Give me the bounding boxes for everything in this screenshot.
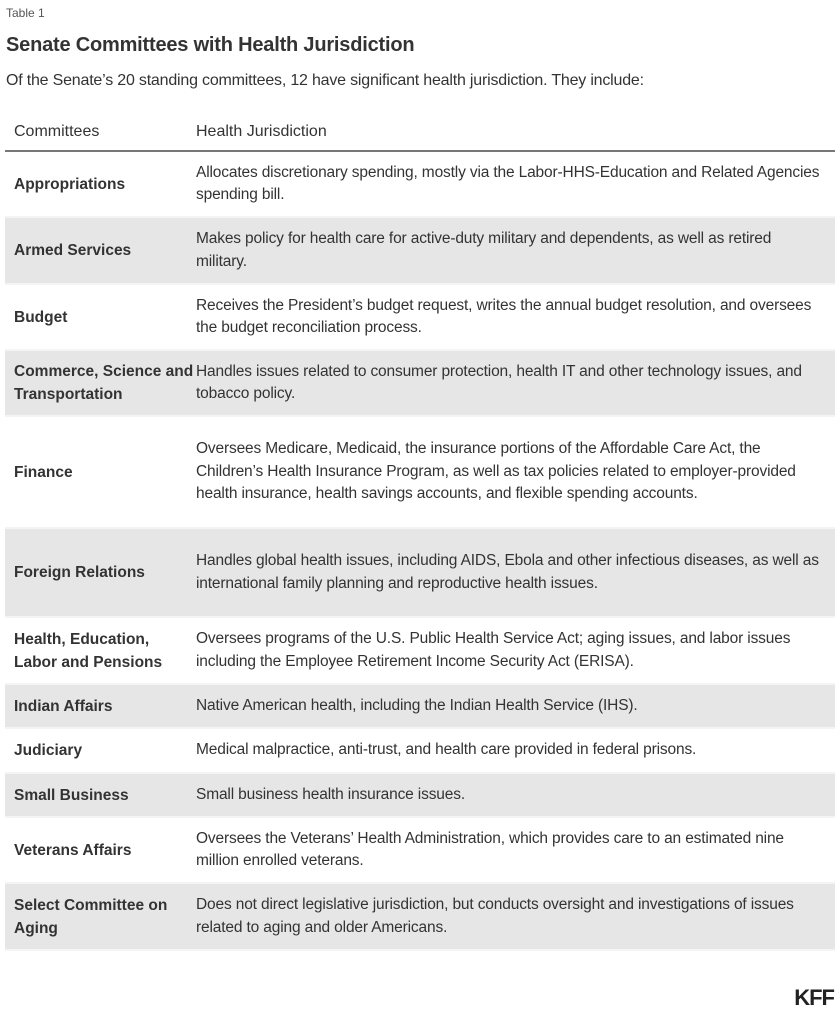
- committee-jurisdiction: Oversees programs of the U.S. Public Health Service Act; aging issues, and labor issues including the Employee Retirement Income Security Act (ERISA).: [196, 630, 791, 670]
- committee-name: Armed Services: [14, 242, 132, 259]
- table-header: [5, 114, 835, 152]
- committee-jurisdiction: Oversees the Veterans’ Health Administration, which provides care to an estimated nine million enrolled veterans.: [196, 829, 784, 869]
- committee-name: Budget: [14, 308, 68, 326]
- committee-name: Veterans Affairs: [14, 841, 132, 859]
- table-row: [5, 884, 835, 951]
- column-header-jurisdiction: Health Jurisdiction: [196, 123, 327, 140]
- table-row: [5, 729, 835, 774]
- committee-jurisdiction: Oversees Medicare, Medicaid, the insurance portions of the Affordable Care Act, the Children’s Health Insurance Program, as well as tax policies related to employer-provided health insurance, health savings accounts, and flexible spending accounts.: [196, 440, 796, 503]
- page-subtitle: Of the Senate’s 20 standing committees, 12 have significant health jurisdiction. They include:: [6, 72, 644, 89]
- table-row: [5, 285, 835, 351]
- table-row: [5, 417, 835, 529]
- table-row: [5, 218, 835, 285]
- column-header-committees: Committees: [14, 123, 100, 140]
- committee-jurisdiction: Allocates discretionary spending, mostly via the Labor-HHS-Education and Related Agencies spending bill.: [196, 163, 820, 203]
- committee-jurisdiction: Handles issues related to consumer protection, health IT and other technology issues, and tobacco policy.: [196, 362, 802, 402]
- table-row: [5, 774, 835, 818]
- committees-table: [5, 114, 835, 951]
- kff-logo: KFF: [794, 985, 834, 1010]
- committee-name: Foreign Relations: [14, 564, 145, 581]
- table-row: [5, 152, 835, 218]
- committee-name: Indian Affairs: [14, 697, 113, 715]
- committee-name: Select Committee on Aging: [14, 896, 168, 937]
- table-row: [5, 685, 835, 729]
- table-label: Table 1: [6, 6, 45, 20]
- committee-name: Finance: [14, 463, 73, 481]
- table-row: [5, 818, 835, 884]
- committee-name: Health, Education, Labor and Pensions: [14, 630, 163, 671]
- page-title: Senate Committees with Health Jurisdiction: [6, 34, 415, 56]
- committee-jurisdiction: Does not direct legislative jurisdiction, but conducts oversight and investigations of issues related to aging and older Americans.: [196, 896, 794, 936]
- committee-name: Small Business: [14, 786, 129, 804]
- committee-jurisdiction: Makes policy for health care for active-duty military and dependents, as well as retired military.: [196, 230, 772, 270]
- committee-name: Appropriations: [14, 175, 126, 193]
- committee-jurisdiction: Handles global health issues, including AIDS, Ebola and other infectious diseases, as well as international family planning and reproductive health issues.: [196, 552, 819, 592]
- committee-jurisdiction: Medical malpractice, anti-trust, and health care provided in federal prisons.: [196, 741, 697, 759]
- table-row: [5, 529, 835, 618]
- committee-jurisdiction: Native American health, including the Indian Health Service (IHS).: [196, 696, 638, 714]
- committee-jurisdiction: Receives the President’s budget request, writes the annual budget resolution, and oversees the budget reconciliation process.: [196, 296, 812, 336]
- table-row: [5, 618, 835, 685]
- committee-jurisdiction: Small business health insurance issues.: [196, 785, 465, 803]
- committee-name: Commerce, Science and Transportation: [14, 363, 194, 403]
- table-row: [5, 351, 835, 417]
- committee-name: Judiciary: [14, 742, 83, 759]
